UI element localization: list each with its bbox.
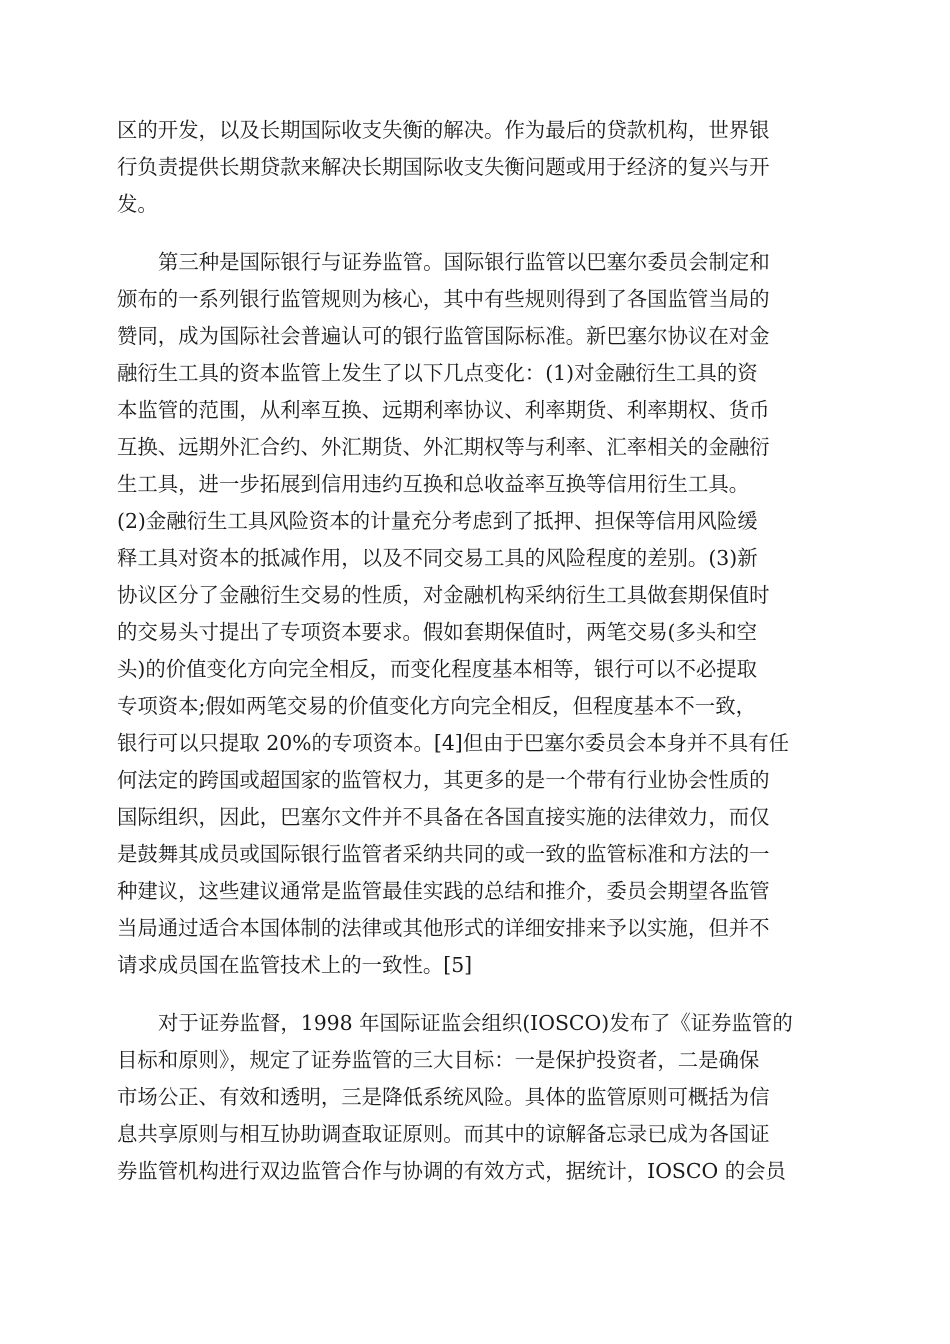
text-line: 请求成员国在监管技术上的一致性。[5] bbox=[117, 953, 473, 977]
text-line: 目标和原则》，规定了证券监管的三大目标：一是保护投资者，二是确保 bbox=[117, 1048, 760, 1072]
text-line: 市场公正、有效和透明，三是降低系统风险。具体的监管原则可概括为信 bbox=[117, 1085, 770, 1109]
text-line: 协议区分了金融衍生交易的性质，对金融机构采纳衍生工具做套期保值时 bbox=[117, 583, 770, 607]
text-line: 的交易头寸提出了专项资本要求。假如套期保值时，两笔交易(多头和空 bbox=[117, 620, 758, 644]
text-line: 发。 bbox=[117, 192, 158, 216]
text-line: 种建议，这些建议通常是监管最佳实践的总结和推介，委员会期望各监管 bbox=[117, 879, 770, 903]
text-line: 银行可以只提取 20%的专项资本。[4]但由于巴塞尔委员会本身并不具有任 bbox=[117, 731, 790, 755]
paragraph-3 bbox=[117, 1005, 833, 1190]
text-line: 头)的价值变化方向完全相反，而变化程度基本相等，银行可以不必提取 bbox=[117, 657, 758, 681]
text-line: 行负责提供长期贷款来解决长期国际收支失衡问题或用于经济的复兴与开 bbox=[117, 155, 770, 179]
document-page bbox=[117, 112, 833, 1211]
text-line: 何法定的跨国或超国家的监管权力，其更多的是一个带有行业协会性质的 bbox=[117, 768, 770, 792]
text-line: 当局通过适合本国体制的法律或其他形式的详细安排来予以实施，但并不 bbox=[117, 916, 770, 940]
text-line: 互换、远期外汇合约、外汇期货、外汇期权等与利率、汇率相关的金融衍 bbox=[117, 435, 770, 459]
text-line: 专项资本;假如两笔交易的价值变化方向完全相反，但程度基本不一致， bbox=[117, 694, 756, 718]
text-line: 是鼓舞其成员或国际银行监管者采纳共同的或一致的监管标准和方法的一 bbox=[117, 842, 770, 866]
text-line: 第三种是国际银行与证券监管。国际银行监管以巴塞尔委员会制定和 bbox=[158, 250, 770, 274]
paragraph-1 bbox=[117, 112, 833, 223]
text-line: 国际组织，因此，巴塞尔文件并不具备在各国直接实施的法律效力，而仅 bbox=[117, 805, 770, 829]
text-line: 融衍生工具的资本监管上发生了以下几点变化：(1)对金融衍生工具的资 bbox=[117, 361, 758, 385]
text-line: (2)金融衍生工具风险资本的计量充分考虑到了抵押、担保等信用风险缓 bbox=[117, 509, 758, 533]
text-line: 本监管的范围，从利率互换、远期利率协议、利率期货、利率期权、货币 bbox=[117, 398, 770, 422]
paragraph-2 bbox=[117, 244, 833, 984]
text-line: 券监管机构进行双边监管合作与协调的有效方式，据统计，IOSCO 的会员 bbox=[117, 1159, 786, 1183]
text-line: 对于证券监督，1998 年国际证监会组织(IOSCO)发布了《证券监管的 bbox=[158, 1011, 793, 1035]
text-line: 区的开发，以及长期国际收支失衡的解决。作为最后的贷款机构，世界银 bbox=[117, 118, 770, 142]
text-line: 赞同，成为国际社会普遍认可的银行监管国际标准。新巴塞尔协议在对金 bbox=[117, 324, 770, 348]
text-line: 生工具，进一步拓展到信用违约互换和总收益率互换等信用衍生工具。 bbox=[117, 472, 750, 496]
text-line: 息共享原则与相互协助调查取证原则。而其中的谅解备忘录已成为各国证 bbox=[117, 1122, 770, 1146]
text-line: 释工具对资本的抵减作用，以及不同交易工具的风险程度的差别。(3)新 bbox=[117, 546, 758, 570]
text-line: 颁布的一系列银行监管规则为核心，其中有些规则得到了各国监管当局的 bbox=[117, 287, 770, 311]
